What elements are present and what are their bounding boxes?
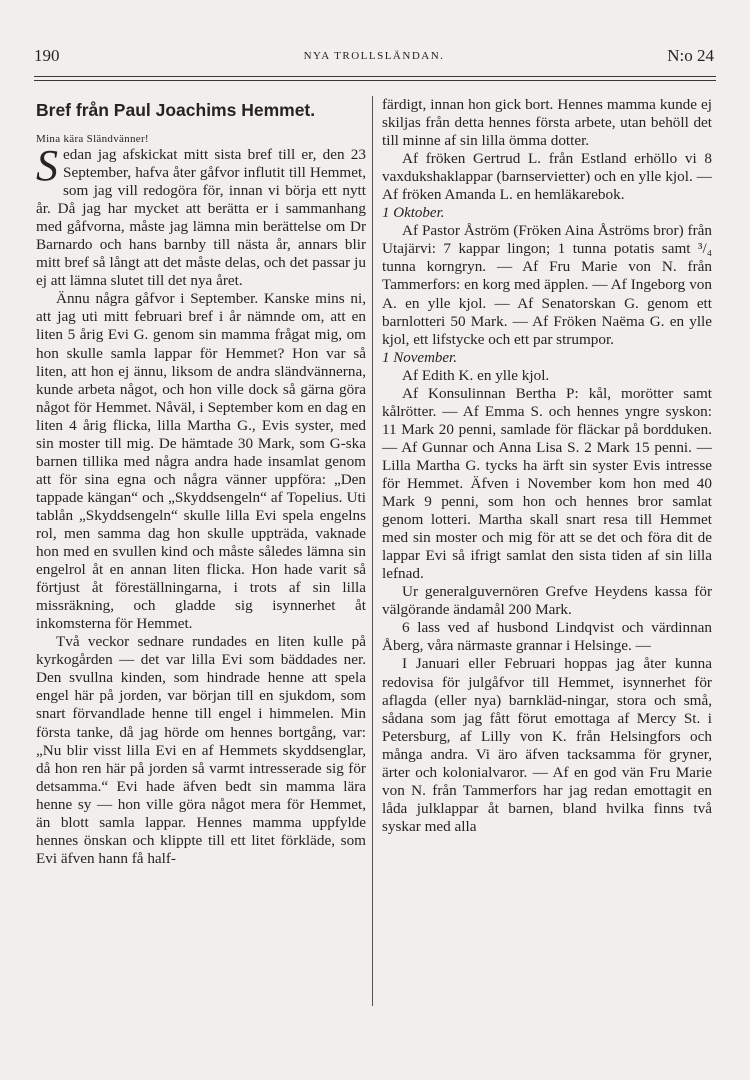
header-rule-thin bbox=[34, 80, 716, 81]
right-column bbox=[382, 96, 712, 836]
paragraph: Två veckor sednare rundades en liten kulle på kyrkogården — det var lilla Evi som bäddades ner. Den svullna kinden, som hindrade henne att spela engel här på jorden, var början till en sjukdom, som snart förvandlade henne till engel i himmelen. Min första tanke, då jag hörde om hennes bortgång, var: „Nu blir visst lilla Evi en af Hemmets skyddsenglar, då hon ren här på jorden så varmt intresserade sig för detsamma.“ Evi hade äfven bedt sin mamma lära henne sy — hon ville göra något mera för Hemmet, än blott samla lappar. Hennes mamma uppfylde hennes önskan och klippte till ett litet förkläde, som Evi äfven hann få half- bbox=[36, 633, 366, 867]
left-column bbox=[36, 96, 366, 868]
paragraph-text: edan jag afskickat mitt sista bref till er, den 23 September, hafva åter gåfvor influtit till Hemmet, som jag vill redogöra för, innan vi börja ett nytt år. Då jag har mycket att berätta er i sammanhang med gåfvorna, måste jag lämna min berättelse om Dr Barnardo och hans barnby till nästa år, annars blir mitt bref så långt att det måste delas, och det passar ju ej att lämna slutet till det nya året. bbox=[36, 146, 366, 290]
drop-cap: S bbox=[36, 141, 58, 190]
header-rule-thick bbox=[34, 76, 716, 77]
date-heading-october: 1 Oktober. bbox=[382, 205, 445, 222]
paragraph: Ur generalguvernören Grefve Heydens kassa för välgörande ändamål 200 Mark. bbox=[382, 583, 712, 619]
paragraph: 6 lass ved af husbond Lindqvist och värdinnan Åberg, våra närmaste grannar i Helsinge. — bbox=[382, 619, 712, 655]
paragraph: Af fröken Gertrud L. från Estland erhöllo vi 8 vaxdukshaklappar (barnservietter) och en ylle kjol. — Af fröken Amanda L. en hemläkarebok. bbox=[382, 150, 712, 204]
column-divider bbox=[372, 96, 373, 1006]
paragraph: I Januari eller Februari hoppas jag åter kunna redovisa för julgåfvor till Hemmet, isynnerhet för aflagda (eller nya) barnkläd-ningar, stora och små, sådana som jag fått förut emottaga af Mercy St. i Petersburg, af Lilly von K. från Helsingfors och många andra. Vi äro äfven tacksamma för gryner, ärter och kolonialvaror. — Af en god vän Fru Marie von N. från Tammerfors har jag redan emottagit en låda julklappar åt barnen, bland hvilka finns två syskar med alla bbox=[382, 655, 712, 835]
date-heading-november: 1 November. bbox=[382, 349, 457, 366]
paragraph: Af Pastor Åström (Fröken Aina Åströms bror) från Utajärvi: 7 kappar lingon; 1 tunna potatis samt ³/₄ tunna korngryn. — Af Fru Marie von N. från Tammerfors: en korg med äpplen. — Af Ingeborg von A. en ylle kjol. — Af Senatorskan G. genom ett barnlotteri 50 Mark. — Af Fröken Naëma G. en ylle kjol, ett lifstycke och ett par strumpor. bbox=[382, 222, 712, 348]
paragraph bbox=[36, 141, 366, 290]
paragraph: färdigt, innan hon gick bort. Hennes mamma kunde ej skiljas från detta hennes första arbete, utan behöll det till minne af sin lilla ömma dotter. bbox=[382, 96, 712, 150]
page-header bbox=[34, 46, 714, 68]
paragraph: Af Konsulinnan Bertha P: kål, morötter samt kålrötter. — Af Emma S. och hennes yngre syskon: 11 Mark 20 penni, samlade för fläckar på bordduken. — Af Gunnar och Anna Lisa S. 2 Mark 15 penni. — Lilla Martha G. tycks ha ärft sin syster Evis intresse för Hemmet. Äfven i November kom hon med 40 Mark 9 penni, som hon och hennes bror samlat genom lotteri. Martha skall snart resa till Hemmet med sin moster och mig för att se det och föra dit de lappar Evi så ifrigt samlat den sista tiden af sin lilla lefnad. bbox=[382, 384, 712, 583]
paragraph: Ännu några gåfvor i September. Kanske mins ni, att jag uti mitt februari bref i år nämnde om, att en liten 5 årig Evi G. genom sin mamma frågat mig, om hon skulle samla lappar för Hemmet? Hon var så liten, att hon ej ännu, liksom de andra sländvännerna, kunde arbeta något, och hon ville dock så gärna göra något för Hemmet. Nåväl, i September kom en dag en liten 4 årig flicka, lilla Martha G., Evis syster, med sin moster till mig. De hämtade 30 Mark, som G-ska barnen tillika med några andra hade insamlat genom att för sina egna och några vänner uppföra: „Den tappade kängan“ och „Skyddsengeln“ af Topelius. Uti tablån „Skyddsengeln“ skulle lilla Evi spela engelns rol, men samma dag hon skulle uppträda, vaknade hon med en svullen kind och måste således lämna sin engelrol åt en annan liten flicka. Hon hade varit så förtjust åt föreställningarna, i trots af sin lilla missräkning, och gladde sig isynnerhet åt inkomsterna för Hemmet. bbox=[36, 290, 366, 633]
article-title: Bref från Paul Joachims Hemmet. bbox=[36, 100, 316, 120]
salutation: Mina kära Sländvänner! bbox=[36, 133, 149, 145]
page-number: 190 bbox=[34, 46, 60, 65]
paragraph: Af Edith K. en ylle kjol. bbox=[402, 366, 550, 384]
journal-title: NYA TROLLSLÄNDAN. bbox=[303, 50, 445, 62]
issue-number: N:o 24 bbox=[667, 46, 714, 65]
